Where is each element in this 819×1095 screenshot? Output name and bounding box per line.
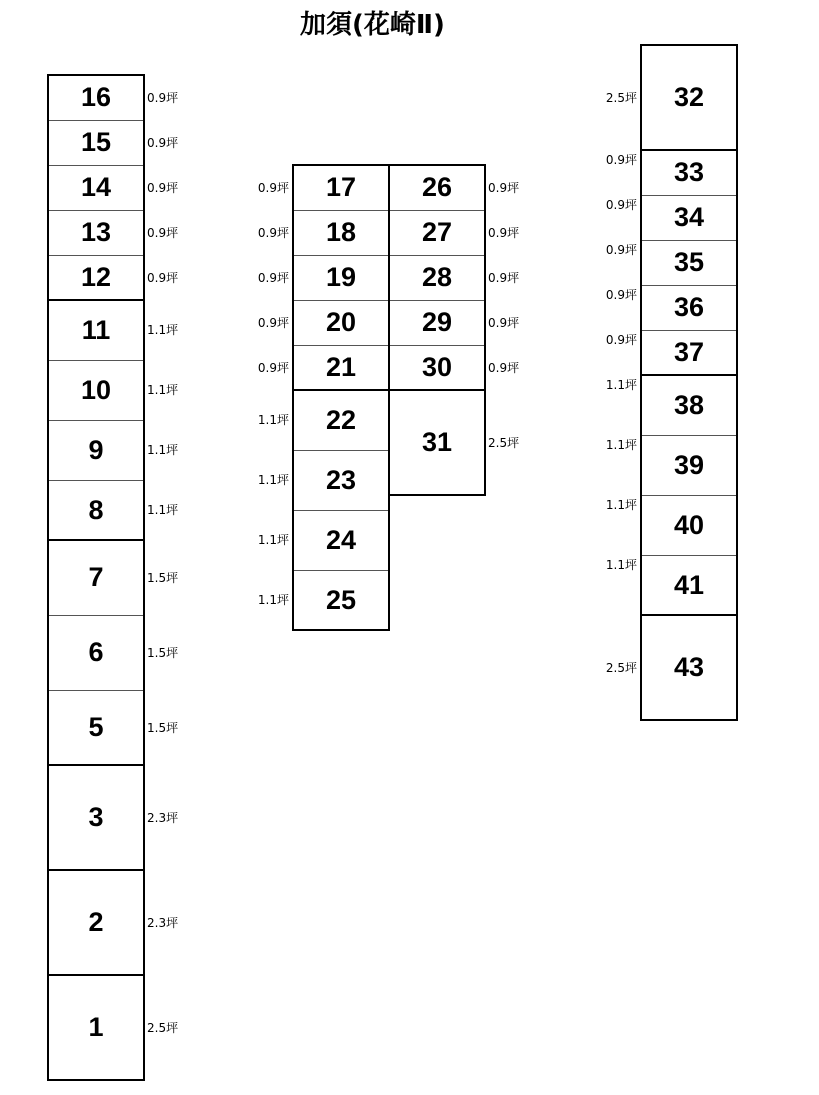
- unit-40[interactable]: [641, 495, 737, 555]
- unit-size-label: 1.1坪: [257, 593, 289, 607]
- unit-number: 12: [80, 262, 112, 292]
- unit-29[interactable]: [389, 300, 485, 345]
- unit-number: 17: [325, 172, 357, 202]
- unit-number: 27: [421, 217, 453, 247]
- unit-31[interactable]: [389, 390, 485, 495]
- unit-number: 16: [80, 82, 112, 112]
- unit-number: 10: [80, 374, 112, 405]
- unit-size-label: 1.1坪: [605, 498, 637, 512]
- divider: [641, 240, 737, 241]
- unit-size-label: 0.9坪: [488, 270, 520, 285]
- unit-size-label: 0.9坪: [147, 270, 179, 285]
- unit-34[interactable]: [641, 195, 737, 240]
- unit-17[interactable]: [293, 165, 389, 210]
- divider: [389, 210, 485, 211]
- unit-28[interactable]: [389, 255, 485, 300]
- divider: [389, 300, 485, 301]
- unit-number: 7: [88, 562, 104, 592]
- unit-27[interactable]: [389, 210, 485, 255]
- unit-number: 9: [88, 434, 104, 465]
- divider: [48, 690, 144, 691]
- unit-number: 36: [673, 292, 705, 322]
- unit-25[interactable]: [293, 570, 389, 630]
- divider: [48, 615, 144, 616]
- unit-number: 43: [673, 652, 705, 682]
- divider: [293, 570, 389, 571]
- unit-26[interactable]: [389, 165, 485, 210]
- unit-number: 32: [673, 82, 705, 112]
- unit-size-label: 1.1坪: [605, 558, 637, 572]
- unit-number: 35: [673, 247, 705, 277]
- unit-size-label: 1.5坪: [147, 570, 179, 585]
- divider: [48, 360, 144, 361]
- unit-number: 38: [673, 389, 705, 420]
- unit-number: 3: [88, 802, 104, 832]
- page-title: 加須(花崎Ⅱ): [300, 10, 445, 40]
- unit-size-label: 2.5坪: [488, 435, 520, 450]
- unit-24[interactable]: [293, 510, 389, 570]
- divider: [48, 869, 144, 871]
- unit-size-label: 1.1坪: [257, 473, 289, 487]
- unit-size-label: 2.5坪: [605, 90, 637, 105]
- unit-number: 15: [80, 127, 112, 157]
- unit-size-label: 2.3坪: [147, 810, 179, 825]
- unit-33[interactable]: [641, 150, 737, 195]
- unit-9[interactable]: [48, 420, 144, 480]
- divider: [48, 764, 144, 766]
- unit-8[interactable]: [48, 480, 144, 540]
- unit-number: 6: [88, 637, 104, 667]
- unit-16[interactable]: [48, 75, 144, 120]
- divider: [48, 165, 144, 166]
- divider: [641, 195, 737, 196]
- unit-number: 37: [673, 337, 705, 367]
- unit-21[interactable]: [293, 345, 389, 390]
- unit-6[interactable]: [48, 615, 144, 690]
- unit-number: 11: [81, 314, 111, 345]
- unit-number: 31: [421, 427, 453, 457]
- unit-number: 30: [421, 352, 453, 382]
- unit-number: 19: [325, 262, 357, 292]
- unit-size-label: 0.9坪: [257, 180, 289, 195]
- unit-30[interactable]: [389, 345, 485, 390]
- unit-32[interactable]: [641, 45, 737, 150]
- divider: [641, 149, 737, 151]
- unit-size-label: 2.3坪: [147, 915, 179, 930]
- unit-size-label: 1.1坪: [147, 503, 179, 517]
- unit-size-label: 1.1坪: [605, 378, 637, 392]
- unit-size-label: 0.9坪: [605, 198, 637, 212]
- unit-number: 5: [88, 712, 104, 742]
- divider: [48, 480, 144, 481]
- unit-size-label: 0.9坪: [605, 333, 637, 347]
- divider: [48, 974, 144, 976]
- unit-39[interactable]: [641, 435, 737, 495]
- divider: [293, 300, 389, 301]
- unit-22[interactable]: [293, 390, 389, 450]
- unit-43[interactable]: [641, 615, 737, 720]
- divider: [293, 255, 389, 256]
- unit-12[interactable]: [48, 255, 144, 300]
- unit-size-label: 0.9坪: [257, 225, 289, 240]
- unit-size-label: 2.5坪: [147, 1020, 179, 1035]
- unit-size-label: 1.1坪: [147, 443, 179, 457]
- divider: [641, 555, 737, 556]
- unit-size-label: 1.1坪: [257, 413, 289, 427]
- divider: [293, 345, 389, 346]
- unit-38[interactable]: [641, 375, 737, 435]
- unit-size-label: 0.9坪: [488, 360, 520, 375]
- unit-14[interactable]: [48, 165, 144, 210]
- unit-number: 33: [673, 157, 705, 187]
- divider: [389, 345, 485, 346]
- divider: [641, 330, 737, 331]
- unit-size-label: 0.9坪: [488, 315, 520, 330]
- unit-number: 1: [88, 1012, 104, 1042]
- divider: [641, 614, 737, 616]
- divider: [48, 420, 144, 421]
- unit-13[interactable]: [48, 210, 144, 255]
- unit-number: 8: [88, 494, 104, 525]
- unit-1[interactable]: [48, 975, 144, 1080]
- unit-number: 20: [325, 307, 357, 337]
- divider: [293, 510, 389, 511]
- unit-size-label: 0.9坪: [147, 225, 179, 240]
- unit-size-label: 1.5坪: [147, 645, 179, 660]
- unit-number: 24: [325, 524, 357, 555]
- unit-size-label: 1.1坪: [257, 533, 289, 547]
- unit-number: 18: [325, 217, 357, 247]
- unit-3[interactable]: [48, 765, 144, 870]
- unit-size-label: 2.5坪: [605, 660, 637, 675]
- unit-size-label: 0.9坪: [488, 225, 520, 240]
- divider: [293, 210, 389, 211]
- divider: [48, 120, 144, 121]
- unit-19[interactable]: [293, 255, 389, 300]
- unit-23[interactable]: [293, 450, 389, 510]
- unit-size-label: 0.9坪: [605, 153, 637, 167]
- unit-number: 21: [325, 352, 357, 382]
- unit-number: 23: [325, 464, 357, 495]
- unit-size-label: 0.9坪: [257, 315, 289, 330]
- unit-size-label: 0.9坪: [147, 90, 179, 105]
- unit-size-label: 0.9坪: [257, 360, 289, 375]
- unit-11[interactable]: [48, 300, 144, 360]
- divider: [641, 285, 737, 286]
- unit-number: 2: [88, 907, 104, 937]
- unit-number: 22: [325, 404, 357, 435]
- divider: [48, 210, 144, 211]
- unit-18[interactable]: [293, 210, 389, 255]
- divider: [48, 255, 144, 256]
- unit-41[interactable]: [641, 555, 737, 615]
- unit-number: 26: [421, 172, 453, 202]
- unit-number: 28: [421, 262, 453, 292]
- unit-number: 14: [80, 172, 112, 202]
- divider: [641, 495, 737, 496]
- unit-size-label: 1.1坪: [147, 383, 179, 397]
- unit-size-label: 0.9坪: [605, 243, 637, 257]
- unit-size-label: 0.9坪: [147, 180, 179, 195]
- unit-size-label: 0.9坪: [488, 180, 520, 195]
- unit-size-label: 0.9坪: [147, 135, 179, 150]
- unit-7[interactable]: [48, 540, 144, 615]
- unit-15[interactable]: [48, 120, 144, 165]
- unit-size-label: 1.1坪: [605, 438, 637, 452]
- unit-10[interactable]: [48, 360, 144, 420]
- unit-2[interactable]: [48, 870, 144, 975]
- unit-20[interactable]: [293, 300, 389, 345]
- divider: [48, 299, 144, 301]
- unit-35[interactable]: [641, 240, 737, 285]
- divider: [641, 435, 737, 436]
- unit-number: 41: [673, 569, 705, 600]
- unit-5[interactable]: [48, 690, 144, 765]
- divider: [293, 389, 389, 391]
- unit-number: 39: [673, 449, 705, 480]
- unit-number: 13: [80, 217, 112, 247]
- unit-number: 40: [673, 509, 705, 540]
- unit-number: 25: [325, 584, 357, 615]
- unit-number: 34: [673, 202, 705, 232]
- unit-36[interactable]: [641, 285, 737, 330]
- unit-size-label: 0.9坪: [257, 270, 289, 285]
- divider: [389, 389, 485, 391]
- divider: [641, 374, 737, 376]
- unit-number: 29: [421, 307, 453, 337]
- divider: [293, 450, 389, 451]
- divider: [48, 539, 144, 541]
- unit-size-label: 1.1坪: [147, 323, 179, 337]
- divider: [389, 255, 485, 256]
- unit-size-label: 0.9坪: [605, 288, 637, 302]
- unit-37[interactable]: [641, 330, 737, 375]
- unit-size-label: 1.5坪: [147, 720, 179, 735]
